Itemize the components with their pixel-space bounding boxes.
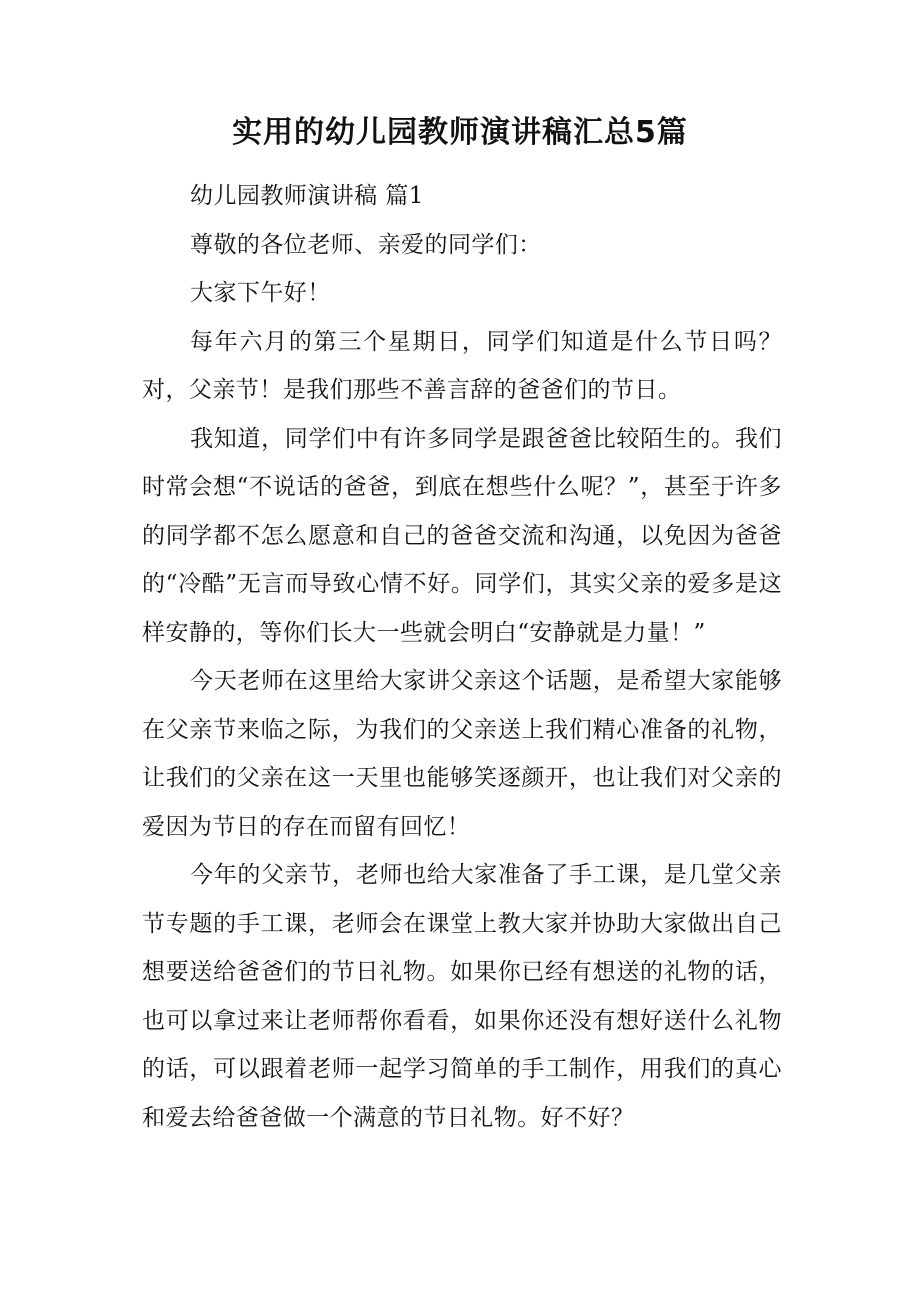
section-heading: 幼儿园教师演讲稿 篇1 [190,183,424,209]
body-paragraph: 我知道，同学们中有许多同学是跟爸爸比较陌生的。我们时常会想“不说话的爸爸，到底在想些什么呢？”，甚至于许多的同学都不怎么愿意和自己的爸爸交流和沟通，以免因为爸爸的“冷酷”无言而导致心情不好。同学们，其实父亲的爱多是这样安静的，等你们长大一些就会明白“安静就是力量！” [142,425,782,646]
greeting: 大家下午好！ [190,280,331,306]
body-paragraph: 今年的父亲节，老师也给大家准备了手工课，是几堂父亲节专题的手工课，老师会在课堂上教大家并协助大家做出自己想要送给爸爸们的节日礼物。如果你已经有想送的礼物的话，也可以拿过来让老师帮你看看，如果你还没有想好送什么礼物的话，可以跟着老师一起学习简单的手工制作，用我们的真心和爱去给爸爸做一个满意的节日礼物。好不好？ [142,862,782,1131]
body-paragraph: 每年六月的第三个星期日，同学们知道是什么节日吗？对，父亲节！是我们那些不善言辞的爸爸们的节日。 [142,328,782,403]
body-paragraph: 今天老师在这里给大家讲父亲这个话题，是希望大家能够在父亲节来临之际，为我们的父亲送上我们精心准备的礼物，让我们的父亲在这一天里也能够笑逐颜开，也让我们对父亲的爱因为节日的存在而留有回忆！ [142,668,782,840]
salutation: 尊敬的各位老师、亲爱的同学们： [190,231,542,258]
document-title: 实用的幼儿园教师演讲稿汇总5篇 [232,115,688,150]
document-body [142,172,782,1142]
